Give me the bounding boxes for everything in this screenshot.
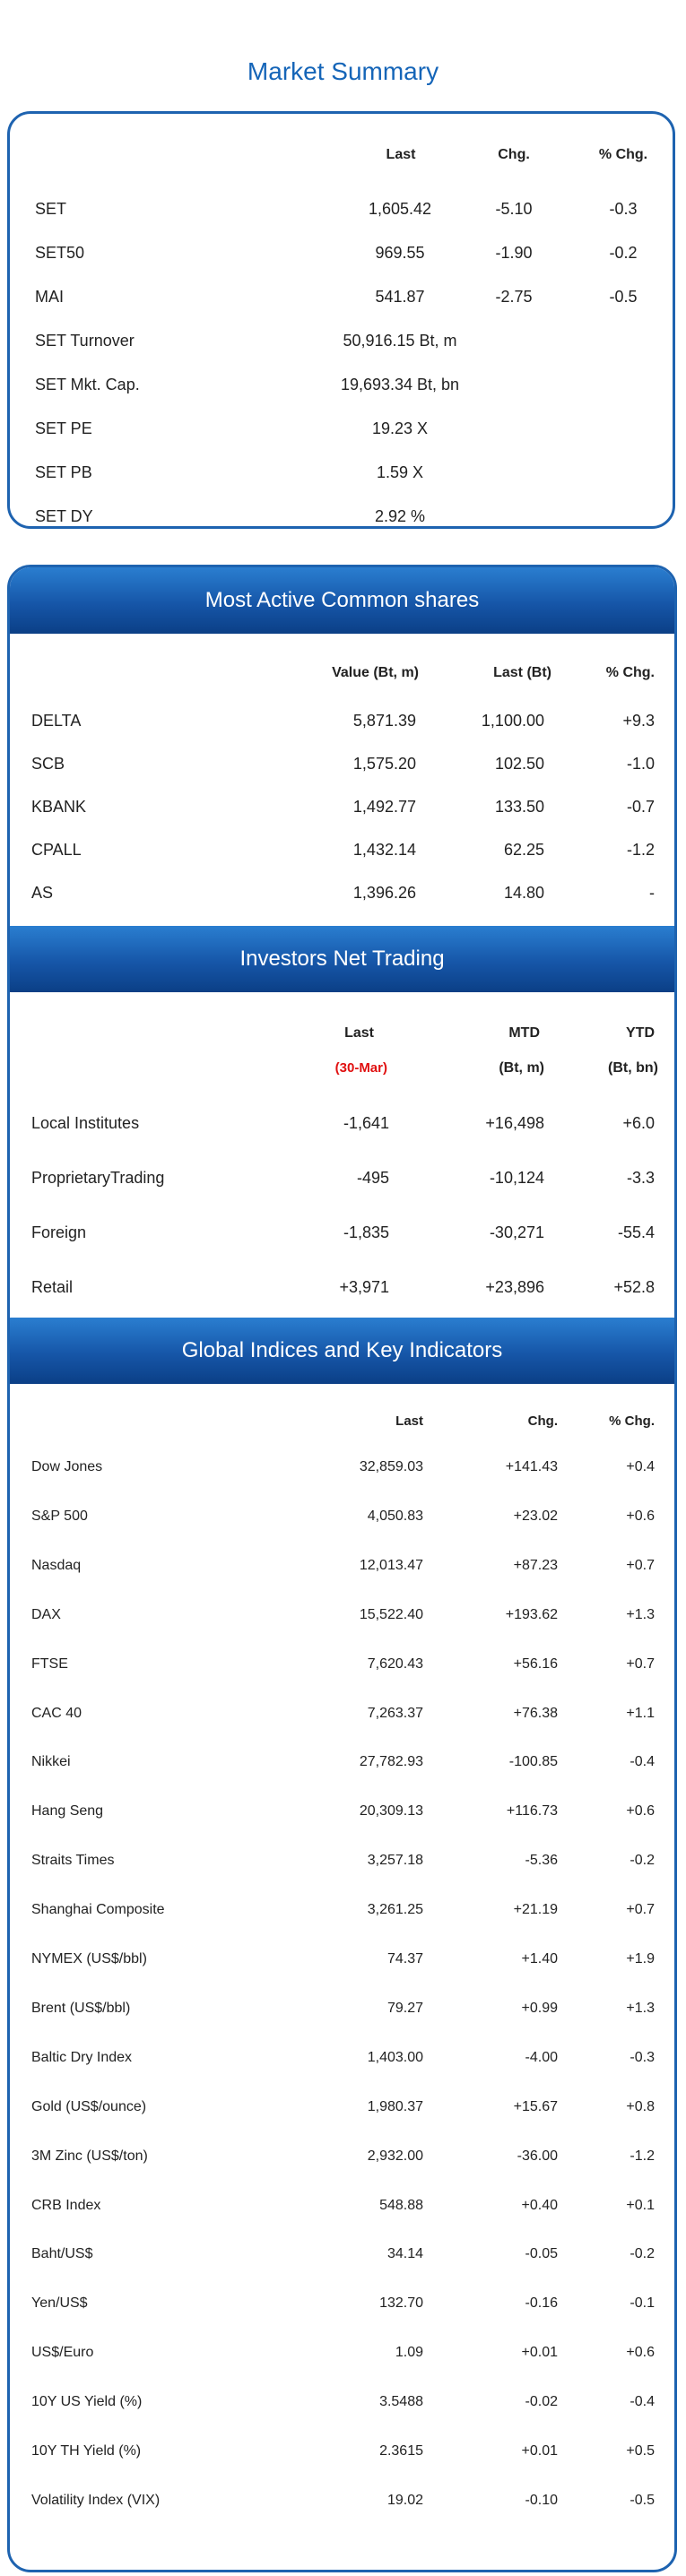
row-name: Hang Seng	[31, 1803, 104, 1820]
table-row	[10, 2099, 674, 2117]
table-row	[10, 841, 674, 859]
table-row	[10, 2148, 674, 2166]
row-name: SET Turnover	[35, 332, 135, 350]
header-ytd: YTD	[626, 1025, 655, 1041]
table-row: SET 1,605.42 -5.10 -0.3	[35, 200, 638, 218]
row-pct-chg: -0.4	[630, 2394, 655, 2410]
header-value: Value (Bt, m)	[332, 665, 419, 680]
row-last: 2.3615	[379, 2443, 423, 2459]
row-name: Straits Times	[31, 1853, 115, 1869]
row-name: Volatility Index (VIX)	[31, 2492, 161, 2508]
row-pct-chg: +1.1	[626, 1705, 655, 1721]
header-ytd-unit: (Bt, bn)	[608, 1060, 658, 1076]
row-pct-chg: +1.3	[626, 1606, 655, 1622]
row-name: Nikkei	[31, 1754, 71, 1770]
table-row	[10, 1754, 674, 1772]
header-mtd-unit: (Bt, m)	[499, 1060, 544, 1076]
table-row	[10, 1459, 674, 1477]
row-ytd: +52.8	[613, 1278, 655, 1296]
row-pct-chg: +0.8	[626, 2098, 655, 2114]
row-name: SET Mkt. Cap.	[35, 376, 140, 393]
table-row	[10, 2443, 674, 2461]
row-last: 3,257.18	[367, 1853, 423, 1869]
row-chg: -0.10	[525, 2492, 558, 2508]
row-chg: -0.05	[525, 2246, 558, 2262]
row-last: 62.25	[503, 841, 544, 859]
row-chg: +21.19	[513, 1902, 558, 1918]
row-last: 1,403.00	[367, 2049, 423, 2065]
row-name: 10Y TH Yield (%)	[31, 2443, 142, 2459]
row-last: -1,835	[343, 1223, 389, 1241]
row-chg: +0.99	[521, 2000, 558, 2016]
row-value: 1,492.77	[352, 798, 416, 816]
header-date: (30-Mar)	[334, 1060, 387, 1076]
row-ytd: -3.3	[626, 1169, 655, 1187]
table-row	[10, 2050, 674, 2068]
row-mtd: +16,498	[485, 1114, 544, 1132]
row-name: MAI	[35, 288, 65, 306]
header-last: Last	[395, 1413, 423, 1429]
row-name: SET	[35, 200, 67, 218]
table-row	[10, 1278, 674, 1296]
row-pct-chg: -0.2	[630, 2246, 655, 2262]
row-pct-chg: -0.3	[630, 2049, 655, 2065]
row-last: 79.27	[386, 2000, 423, 2016]
row-pct-chg: -0.5	[630, 2492, 655, 2508]
table-row	[10, 2246, 674, 2264]
row-pct-chg: +0.6	[626, 2345, 655, 2361]
row-name: Nasdaq	[31, 1557, 82, 1573]
row-pct-chg: -1.2	[630, 2148, 655, 2164]
row-pct-chg: +0.4	[626, 1459, 655, 1474]
row-pct-chg: +1.9	[626, 1951, 655, 1967]
table-row	[10, 884, 674, 902]
row-pct-chg: +1.3	[626, 2000, 655, 2016]
row-chg: +141.43	[505, 1459, 558, 1474]
row-chg: +0.40	[521, 2197, 558, 2213]
row-value: 1,432.14	[352, 841, 416, 859]
row-chg: -0.02	[525, 2394, 558, 2410]
table-row	[10, 1558, 674, 1576]
row-last: 3.5488	[379, 2394, 423, 2410]
table-row	[10, 1114, 674, 1132]
table-row	[10, 1169, 674, 1187]
row-name: Brent (US$/bbl)	[31, 2000, 131, 2016]
table-row	[10, 755, 674, 773]
row-chg: -4.00	[525, 2049, 558, 2065]
table-row	[10, 1853, 674, 1871]
table-row	[10, 1706, 674, 1724]
row-name: US$/Euro	[31, 2345, 94, 2361]
table-row: SET PE 19.23 X	[35, 419, 429, 437]
market-summary-title: Market Summary	[247, 57, 439, 85]
row-chg: +87.23	[513, 1557, 558, 1573]
investors-subheader	[10, 1060, 674, 1078]
row-last: 1.09	[395, 2345, 423, 2361]
row-chg: -0.16	[525, 2295, 558, 2312]
row-name: DAX	[31, 1606, 61, 1622]
row-name: FTSE	[31, 1655, 68, 1672]
row-pct-chg: +0.6	[626, 1803, 655, 1820]
investors-header	[10, 1025, 674, 1043]
row-last: 1,100.00	[481, 712, 544, 730]
table-row	[10, 798, 674, 816]
table-row	[10, 2345, 674, 2363]
row-name: CPALL	[31, 841, 82, 859]
investors-banner: Investors Net Trading	[10, 926, 674, 992]
row-pct-chg: +0.7	[626, 1557, 655, 1573]
table-row	[10, 2394, 674, 2412]
row-last: 132.70	[379, 2295, 423, 2312]
row-pct-chg: +0.5	[626, 2443, 655, 2459]
row-chg: +56.16	[513, 1655, 558, 1672]
row-name: KBANK	[31, 798, 87, 816]
row-last: -1,641	[343, 1114, 389, 1132]
row-chg: +0.01	[521, 2443, 558, 2459]
row-pct-chg: -0.7	[626, 798, 655, 816]
row-name: SET PE	[35, 419, 92, 437]
row-pct-chg: -0.1	[630, 2295, 655, 2312]
row-name: Retail	[31, 1278, 74, 1296]
table-row	[10, 2295, 674, 2313]
row-mtd: +23,896	[485, 1278, 544, 1296]
row-name: ProprietaryTrading	[31, 1169, 165, 1187]
row-last: 7,263.37	[367, 1705, 423, 1721]
row-name: SCB	[31, 755, 65, 773]
market-summary-header: Last Chg. % Chg.	[386, 147, 648, 162]
row-value: 1,396.26	[352, 884, 416, 902]
row-pct-chg: +0.1	[626, 2197, 655, 2213]
header-mtd: MTD	[508, 1025, 540, 1041]
row-name: SET50	[35, 244, 85, 262]
row-name: NYMEX (US$/bbl)	[31, 1951, 147, 1967]
row-chg: +23.02	[513, 1508, 558, 1524]
row-last: 133.50	[494, 798, 544, 816]
global-header	[10, 1413, 674, 1431]
row-last: 2,932.00	[367, 2148, 423, 2164]
table-row	[10, 1951, 674, 1969]
table-row	[10, 1902, 674, 1920]
row-last: 12,013.47	[359, 1557, 423, 1573]
row-last: 3,261.25	[367, 1902, 423, 1918]
row-last: 20,309.13	[359, 1803, 423, 1820]
table-row	[10, 1223, 674, 1241]
table-row	[10, 712, 674, 730]
row-chg: +0.01	[521, 2345, 558, 2361]
row-last: 74.37	[386, 1951, 423, 1967]
table-row	[10, 2493, 674, 2511]
row-last: -495	[356, 1169, 389, 1187]
row-last: 102.50	[494, 755, 544, 773]
row-chg: -36.00	[517, 2148, 558, 2164]
row-name: Yen/US$	[31, 2295, 88, 2312]
row-name: Foreign	[31, 1223, 87, 1241]
row-pct-chg: +9.3	[622, 712, 655, 730]
row-last: 14.80	[503, 884, 544, 902]
table-row: SET Mkt. Cap. 19,693.34 Bt, bn	[35, 376, 460, 393]
row-pct-chg: +0.7	[626, 1902, 655, 1918]
row-pct-chg: +0.7	[626, 1655, 655, 1672]
row-value: 5,871.39	[352, 712, 416, 730]
table-row	[10, 1508, 674, 1526]
row-name: Dow Jones	[31, 1459, 103, 1474]
row-last: 15,522.40	[359, 1606, 423, 1622]
row-chg: +1.40	[521, 1951, 558, 1967]
row-last: 32,859.03	[359, 1459, 423, 1474]
table-row: SET Turnover 50,916.15 Bt, m	[35, 332, 457, 350]
table-row: MAI 541.87 -2.75 -0.5	[35, 288, 638, 306]
row-pct-chg: -1.0	[626, 755, 655, 773]
header-last: Last (Bt)	[493, 665, 551, 680]
row-mtd: -30,271	[489, 1223, 544, 1241]
row-mtd: -10,124	[489, 1169, 544, 1187]
row-name: CRB Index	[31, 2197, 101, 2213]
row-pct-chg: -0.2	[630, 1853, 655, 1869]
row-last: 1,980.37	[367, 2098, 423, 2114]
row-pct-chg: +0.6	[626, 1508, 655, 1524]
row-last: 548.88	[379, 2197, 423, 2213]
row-name: Baht/US$	[31, 2246, 93, 2262]
row-chg: +76.38	[513, 1705, 558, 1721]
row-name: DELTA	[31, 712, 82, 730]
table-row	[10, 1803, 674, 1821]
row-chg: -100.85	[508, 1754, 558, 1770]
table-row: SET DY 2.92 %	[35, 507, 426, 525]
table-row: SET PB 1.59 X	[35, 463, 424, 481]
table-row	[10, 2198, 674, 2216]
row-last: 19.02	[386, 2492, 423, 2508]
row-last: 27,782.93	[359, 1754, 423, 1770]
row-pct-chg: -0.4	[630, 1754, 655, 1770]
most-active-banner: Most Active Common shares	[10, 567, 674, 634]
header-chg: Chg.	[527, 1413, 558, 1429]
row-last: 34.14	[386, 2246, 423, 2262]
row-name: Baltic Dry Index	[31, 2049, 133, 2065]
header-pct-chg: % Chg.	[609, 1413, 655, 1429]
row-name: Gold (US$/ounce)	[31, 2098, 147, 2114]
global-banner: Global Indices and Key Indicators	[10, 1318, 674, 1384]
row-chg: +193.62	[505, 1606, 558, 1622]
most-active-header	[10, 665, 674, 683]
row-last: 7,620.43	[367, 1655, 423, 1672]
row-name: CAC 40	[31, 1705, 82, 1721]
row-name: Local Institutes	[31, 1114, 140, 1132]
row-ytd: +6.0	[622, 1114, 655, 1132]
row-pct-chg: -	[649, 884, 655, 902]
row-last: +3,971	[339, 1278, 389, 1296]
row-name: 3M Zinc (US$/ton)	[31, 2148, 148, 2164]
row-pct-chg: -1.2	[626, 841, 655, 859]
row-name: Shanghai Composite	[31, 1902, 165, 1918]
row-name: AS	[31, 884, 54, 902]
row-ytd: -55.4	[617, 1223, 655, 1241]
row-value: 1,575.20	[352, 755, 416, 773]
table-row	[10, 1656, 674, 1674]
row-last: 4,050.83	[367, 1508, 423, 1524]
table-row	[10, 2001, 674, 2018]
row-chg: +15.67	[513, 2098, 558, 2114]
row-name: SET PB	[35, 463, 92, 481]
indicators-panel	[7, 565, 677, 2572]
row-name: SET DY	[35, 507, 93, 525]
table-row	[10, 1607, 674, 1625]
header-pct-chg: % Chg.	[605, 665, 655, 680]
market-summary-panel	[7, 111, 675, 529]
table-row: SET50 969.55 -1.90 -0.2	[35, 244, 638, 262]
row-name: 10Y US Yield (%)	[31, 2394, 143, 2410]
row-name: S&P 500	[31, 1508, 88, 1524]
row-chg: +116.73	[506, 1803, 558, 1820]
row-chg: -5.36	[525, 1853, 558, 1869]
header-last: Last	[344, 1025, 374, 1041]
